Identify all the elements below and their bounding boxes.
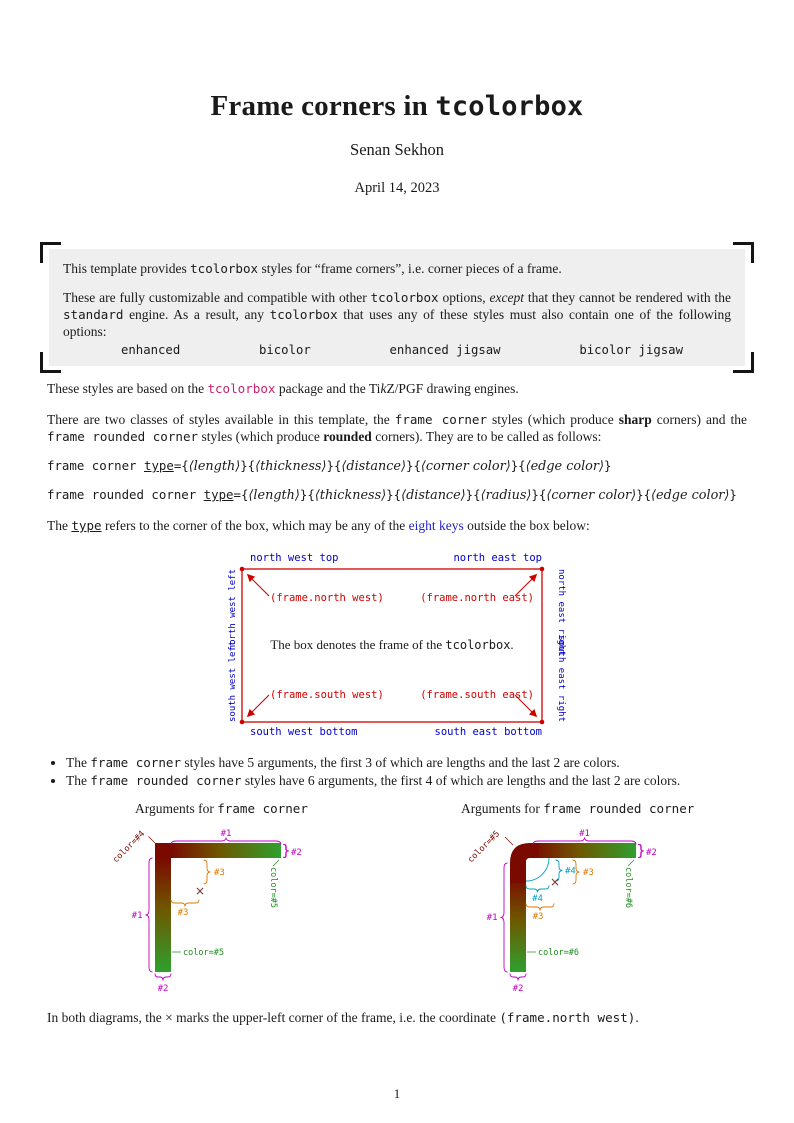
abstract-content — [49, 249, 745, 366]
label-arg3-top: #3 — [583, 868, 594, 878]
coord-frame-north-east: (frame.north east) — [420, 592, 534, 604]
paragraph-two-classes: There are two classes of styles available in this template, the frame corner styles (which produce sharp corners) and the frame rounded corner styles (which produce rounded corners). They are to be called as follows: — [47, 412, 747, 444]
label-arg2-right: #2 — [646, 848, 657, 858]
corner-color-leader-icon — [149, 837, 156, 844]
author: Senan Sekhon — [350, 140, 444, 159]
label-arg1-left: #1 — [486, 913, 498, 923]
abstract-box — [49, 249, 745, 366]
corner-dot-nw — [240, 567, 245, 572]
label-edge-color-side: color=#5 — [268, 867, 278, 908]
bullet-frame-rounded-corner: • The frame rounded corner styles have 6 arguments, the first 4 of which are lengths and the last 2 are colors. — [66, 772, 747, 790]
key-south-east-right: south east right — [556, 635, 566, 722]
tcolorbox-link[interactable]: tcolorbox — [207, 381, 276, 396]
eight-keys-link[interactable]: eight keys — [408, 518, 464, 533]
paragraph-based-on: These styles are based on the tcolorbox package and the TikZ/PGF drawing engines. — [47, 381, 519, 396]
engine-options-row — [63, 340, 731, 357]
paragraph-type-refers: The type refers to the corner of the box, which may be any of the eight keys outside the box below: — [47, 518, 590, 533]
horizontal-arm — [539, 843, 636, 858]
frame-corner-cross: × — [194, 884, 206, 898]
cross-symbol: × — [165, 1010, 173, 1025]
horizontal-arm — [171, 843, 281, 858]
brace-length-v-icon — [501, 863, 508, 972]
argument-bullets — [66, 754, 747, 789]
corner-dot-sw — [240, 720, 245, 725]
sharp-corner-figure — [108, 827, 308, 999]
option-bicolor: bicolor — [258, 343, 311, 357]
edge-color-leader-icon — [273, 860, 279, 866]
label-arg4-left: #4 — [532, 894, 543, 904]
vertical-arm — [510, 883, 526, 972]
edge-color-leader-icon — [628, 860, 634, 866]
label-arg3-top: #3 — [214, 868, 225, 878]
brace-distance-left-icon — [171, 900, 199, 907]
type-key: type — [203, 487, 234, 502]
rounded-corner-figure — [463, 827, 663, 999]
frame-rounded-corner-signature: frame rounded corner type={⟨length⟩}{⟨thickness⟩}{⟨distance⟩}{⟨radius⟩}{⟨corner color⟩}{⟨edge color⟩} — [47, 487, 737, 503]
label-arg3-left: #3 — [532, 912, 544, 922]
corner-dot-ne — [540, 567, 545, 572]
date: April 14, 2023 — [354, 180, 440, 196]
option-bicolor-jigsaw: bicolor jigsaw — [579, 343, 683, 357]
title-code: tcolorbox — [435, 91, 584, 122]
label-edge-color-bottom: color=#5 — [183, 948, 224, 958]
bullet-frame-corner: • The frame corner styles have 5 arguments, the first 3 of which are lengths and the last 2 are colors. — [66, 754, 747, 772]
page-title — [0, 0, 794, 123]
frame-corner-cross: × — [549, 875, 561, 889]
standard-word: standard — [63, 307, 124, 322]
coord-frame-south-east: (frame.south east) — [420, 689, 534, 701]
brace-length-v-icon — [146, 858, 153, 972]
label-arg4-top: #4 — [565, 866, 576, 877]
coord-frame-north-west: (frame.north west) — [270, 592, 384, 604]
tcolorbox-word: tcolorbox — [190, 261, 259, 276]
frame-corner-signature: frame corner type={⟨length⟩}{⟨thickness⟩}{⟨distance⟩}{⟨corner color⟩}{⟨edge color⟩} — [47, 458, 612, 474]
key-north-east-right: north east right — [556, 569, 566, 656]
frame-north-west-code: (frame.north west) — [499, 1010, 636, 1025]
keys-center-text: The box denotes the frame of the tcolorbox. — [270, 637, 514, 652]
option-enhanced-jigsaw: enhanced jigsaw — [389, 343, 501, 357]
key-south-west-bottom: south west bottom — [250, 726, 358, 738]
arrow-nw-icon — [248, 575, 269, 596]
label-arg2-right: #2 — [291, 848, 302, 858]
brace-radius-left-icon — [526, 886, 549, 893]
option-enhanced: enhanced — [121, 343, 181, 357]
tcolorbox-word: tcolorbox — [269, 307, 338, 322]
abstract-paragraph-2: These are fully customizable and compatible with other tcolorbox options, except that they cannot be rendered with the standard engine. As a result, any tcolorbox that uses any of these styles must also contain one of the following options: — [63, 290, 731, 339]
page-number: 1 — [393, 1086, 401, 1101]
brace-thickness-icon: } — [281, 841, 291, 860]
label-edge-color-bottom: color=#6 — [538, 948, 579, 958]
label-arg2-bottom: #2 — [512, 984, 524, 994]
brace-distance-top-icon — [204, 860, 211, 884]
label-corner-color: color=#5 — [466, 829, 503, 866]
brace-thickness-bottom-icon — [510, 974, 526, 981]
key-north-west-left: north west left — [228, 569, 238, 651]
paragraph-cross-note: In both diagrams, the × marks the upper-left corner of the frame, i.e. the coordinate (frame.north west). — [47, 1010, 639, 1025]
key-south-west-left: south west left — [228, 640, 238, 722]
label-edge-color-side: color=#6 — [623, 867, 633, 908]
frame-corner-top-right-icon — [733, 242, 754, 263]
label-arg2-bottom: #2 — [157, 984, 169, 994]
corner-block — [155, 843, 171, 858]
corner-dot-se — [540, 720, 545, 725]
frame-corner-bottom-left-icon — [40, 352, 61, 373]
caption-frame-rounded-corner: Arguments for frame rounded corner — [461, 801, 695, 816]
label-arg3-left: #3 — [177, 908, 189, 918]
coord-frame-south-west: (frame.south west) — [270, 689, 384, 701]
label-arg1-left: #1 — [131, 911, 143, 921]
title-text: Frame corners in — [210, 90, 436, 122]
brace-thickness-icon: } — [636, 841, 646, 860]
keys-diagram — [207, 550, 587, 742]
label-arg1-top: #1 — [579, 829, 590, 839]
frame-corner-bottom-right-icon — [733, 352, 754, 373]
label-corner-color: color=#4 — [111, 829, 148, 866]
type-key: type — [143, 458, 174, 473]
key-south-east-bottom: south east bottom — [434, 726, 542, 738]
vertical-arm — [155, 858, 171, 972]
keys-figure — [0, 550, 794, 742]
brace-distance-left-icon — [526, 904, 554, 911]
key-north-east-top: north east top — [453, 552, 542, 564]
type-key: type — [71, 518, 102, 533]
brace-thickness-bottom-icon — [155, 974, 171, 981]
tcolorbox-word: tcolorbox — [370, 290, 439, 305]
arrow-sw-icon — [248, 695, 269, 716]
caption-frame-corner: Arguments for frame corner — [135, 801, 308, 816]
argument-figures — [0, 801, 794, 1005]
frame-corner-top-left-icon — [40, 242, 61, 263]
corner-color-leader-icon — [505, 837, 513, 845]
rounded-corner-block — [510, 843, 543, 887]
key-north-west-top: north west top — [250, 552, 339, 564]
abstract-paragraph-1: This template provides tcolorbox styles for “frame corners”, i.e. corner pieces of a frame. — [63, 261, 562, 276]
label-arg1-top: #1 — [220, 829, 232, 839]
radius-arc-icon — [526, 858, 549, 881]
